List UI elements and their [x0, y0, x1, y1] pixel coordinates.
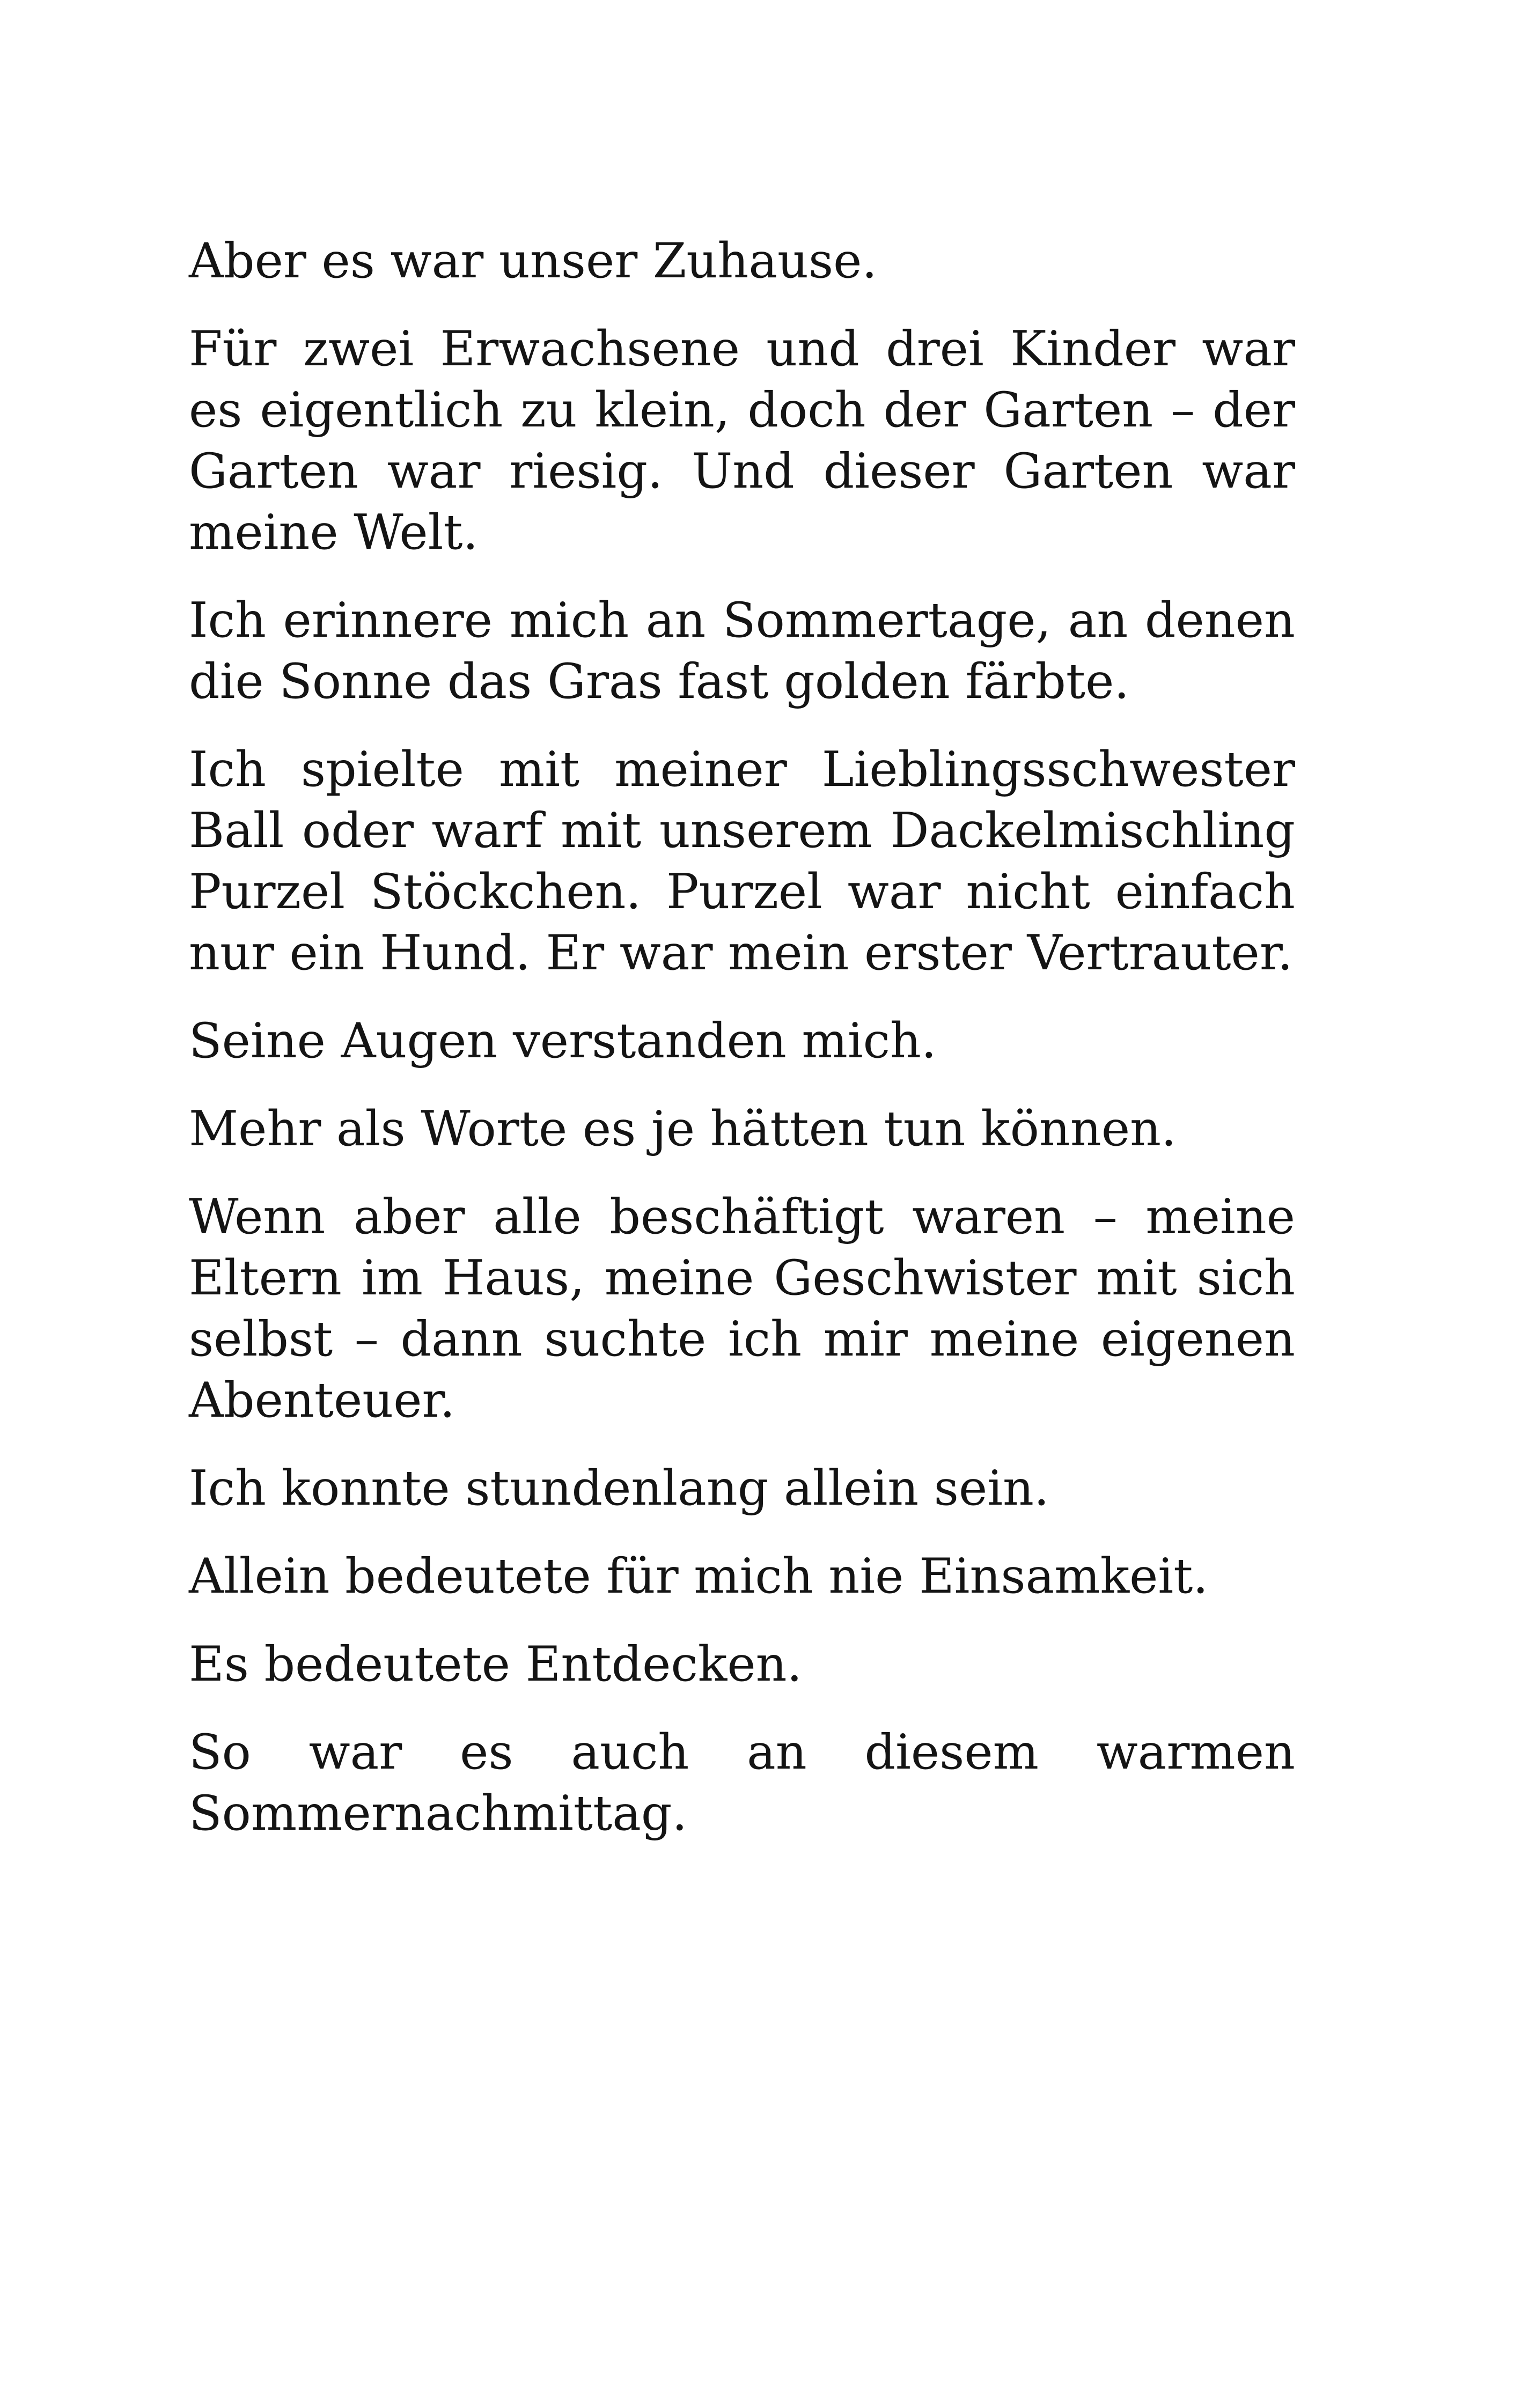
paragraph: Für zwei Erwachsene und drei Kinder war es eigentlich zu klein, doch der Garten – der Garten war riesig. Und dieser Garten war meine Welt. — [189, 321, 1295, 561]
paragraph: Ich erinnere mich an Sommertage, an denen die Sonne das Gras fast golden färbte. — [189, 592, 1295, 710]
paragraph: Allein bedeutete für mich nie Einsamkeit. — [189, 1548, 1208, 1604]
paragraph: Seine Augen verstanden mich. — [189, 1013, 937, 1069]
paragraph: Ich spielte mit meiner Lieblingsschwester Ball oder warf mit unserem Dackelmischling Purzel Stöckchen. Purzel war nicht einfach nur ein Hund. Er war mein erster Vertrauter. — [189, 741, 1295, 981]
paragraph: Aber es war unser Zuhause. — [189, 233, 878, 289]
paragraph: Mehr als Worte es je hätten tun können. — [189, 1101, 1177, 1157]
paragraph: Wenn aber alle beschäftigt waren – meine Eltern im Haus, meine Geschwister mit sich selbst – dann suchte ich mir meine eigenen Abenteuer. — [189, 1189, 1295, 1428]
paragraph: So war es auch an diesem warmen Sommernachmittag. — [189, 1724, 1295, 1842]
body-text — [189, 231, 1295, 1871]
paragraph: Es bedeutete Entdecken. — [189, 1636, 803, 1692]
paragraph: Ich konnte stundenlang allein sein. — [189, 1460, 1049, 1516]
